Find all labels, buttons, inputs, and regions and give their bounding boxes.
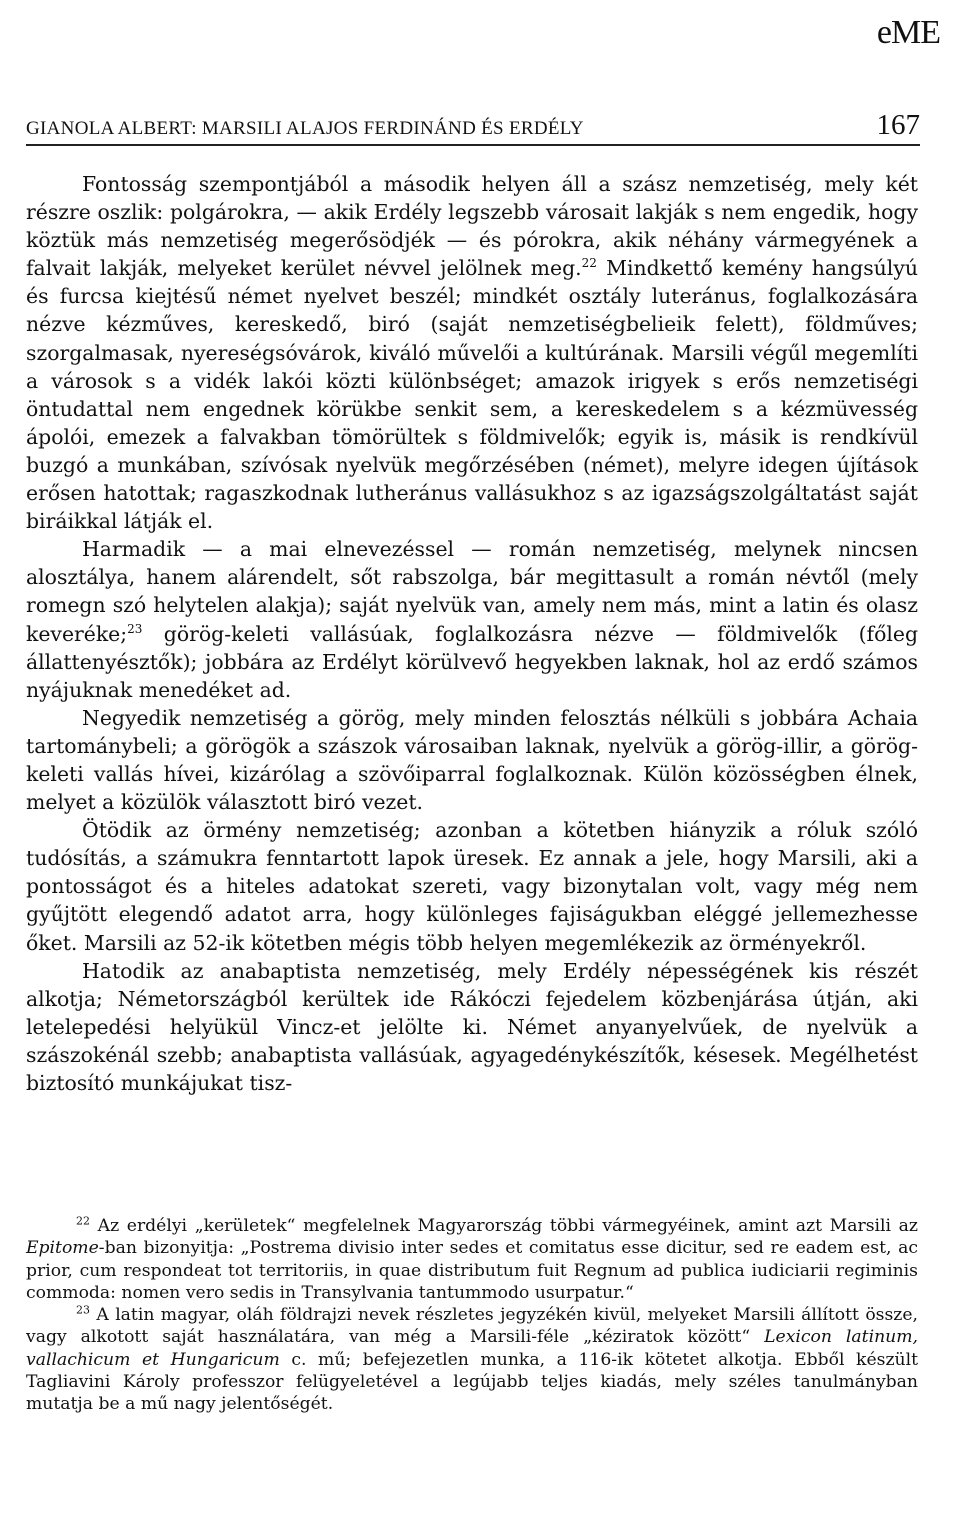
paragraph-saxons: Fontosság szempontjából a második helyen áll a szász nemzetiség, mely két részre oszlik: polgárokra, — akik Erdély legszebb városait lakják s nem engedik, hogy köztük más nemzetiség megerősödjék — és pórokra, akik néhány vármegyének a falvait lakják, melyeket kerület névvel jelölnek meg.$^{22}$ Mindkettő kemény hangsúlyú és furcsa kiejtésű német nyelvet beszél; mindkét osztály luteránus, foglalkozására nézve kézműves, kereskedő, biró (saját nemzetiségbelieik felett), földműves; szorgalmasak, nyereségsóvárok, kiváló művelői a kultúrának. Marsili végűl megemlíti a városok s a vidék lakói közti különbséget; amazok irigyek s erős nemzetiségi öntudattal nem engednek körükbe senkit sem, a kereskedelem s a kézmüvesség ápolói, emezek a falvakban tömörültek s földmivelők; egyik is, másik is rendkívül buzgó a munkában, szívósak nyelvük megőrzésében (német), melyre idegen újítások erősen hatottak; ragaszkodnak lutheránus vallásukhoz s az igazságszolgáltatást saját biráikkal látják el. bbox=[26, 172, 918, 534]
footnote-ref-23[interactable]: 23 bbox=[127, 621, 143, 636]
paragraph-anabaptists: Hatodik az anabaptista nemzetiség, mely Erdély népességének kis részét alkotja; Németországból kerültek ide Rákóczi fejedelem közbenjárása útján, aki letelepedési helyükül Vincz-et jelölte ki. Német anyanyelvűek, de nyelvük a szászokénál szebb; anabaptista vallásúak, agyagedénykészítők, késesek. Megélhetést biztosító munkájukat tisz- bbox=[26, 958, 918, 1095]
main-text bbox=[26, 170, 918, 1097]
publisher-logo: eME bbox=[876, 14, 940, 51]
page-header bbox=[26, 104, 920, 146]
footnote-ref-22[interactable]: 22 bbox=[581, 256, 597, 271]
footnote-23: $^{23}$ A latin magyar, oláh földrajzi nevek részletes jegyzékén kivül, melyeket Marsili állított össze, vagy alkotott saját használatára, van még a Marsili-féle „kéziratok között“ Lexicon latinum, vallachicum et Hungaricum c. mű; befejezetlen munka, a 116-ik kötetet alkotja. Ebből készült Tagliavini Károly professzor felügyeletével a legújabb teljes kiadás, mely széles tanulmányban mutatja be a mű nagy jelentőségét. bbox=[26, 1303, 918, 1415]
footnote-mark-22: 22 bbox=[76, 1214, 90, 1228]
paragraph-greeks: Negyedik nemzetiség a görög, mely minden felosztás nélküli s jobbára Achaia tartománybeli; a görögök a szászok városaiban laknak, nyelvük a görög-illir, a görög-keleti vallás hívei, kizárólag a szövőiparral foglalkoznak. Külön közösségben élnek, melyet a közülök választott biró vezet. bbox=[26, 705, 918, 815]
footnote-22: $^{22}$ Az erdélyi „kerületek“ megfelelnek Magyarország többi vármegyéinek, amint azt Marsili az Epitome-ban bizonyitja: „Postrema divisio inter sedes et comitatus esse dicitur, sed re eadem est, ac prior, cum respondeat tot territoriis, in quae distributum fuit Regnum ad publica iudiciarii regiminis commoda: nomen vero sedis in Transylvania tantummodo usurpatur.“ bbox=[26, 1214, 918, 1303]
footnotes bbox=[26, 1215, 918, 1416]
paragraph-romanians: Harmadik — a mai elnevezéssel — román nemzetiség, melynek nincsen alosztálya, hanem alárendelt, sőt rabszolga, bár megittasult a román névtől (mely romegn szó helytelen alakja); saját nyelvük van, amely nem más, mint a latin és olasz keveréke;$^{23}$ görög-keleti vallásúak, foglalkozásra nézve — földmivelők (főleg állattenyésztők); jobbára az Erdélyt körülvevő hegyekben laknak, hol az erdő számos nyájuknak menedéket ad. bbox=[26, 537, 918, 702]
footnote-mark-23: 23 bbox=[76, 1303, 90, 1317]
running-title: GIANOLA ALBERT: MARSILI ALAJOS FERDINÁND ÉS ERDÉLY bbox=[26, 118, 584, 139]
paragraph-armenians: Ötödik az örmény nemzetiség; azonban a kötetben hiányzik a róluk szóló tudósítás, a számukra fenntartott lapok üresek. Ez annak a jele, hogy Marsili, aki a pontosságot és a hiteles adatokat szereti, vagy bizonytalan volt, vagy még nem gyűjtött elegendő adatot arra, hogy különleges fajiságukban eléggé jellemezhesse őket. Marsili az 52-ik kötetben mégis több helyen megemlékezik az örményekről. bbox=[26, 818, 918, 955]
page-number: 167 bbox=[876, 109, 920, 141]
